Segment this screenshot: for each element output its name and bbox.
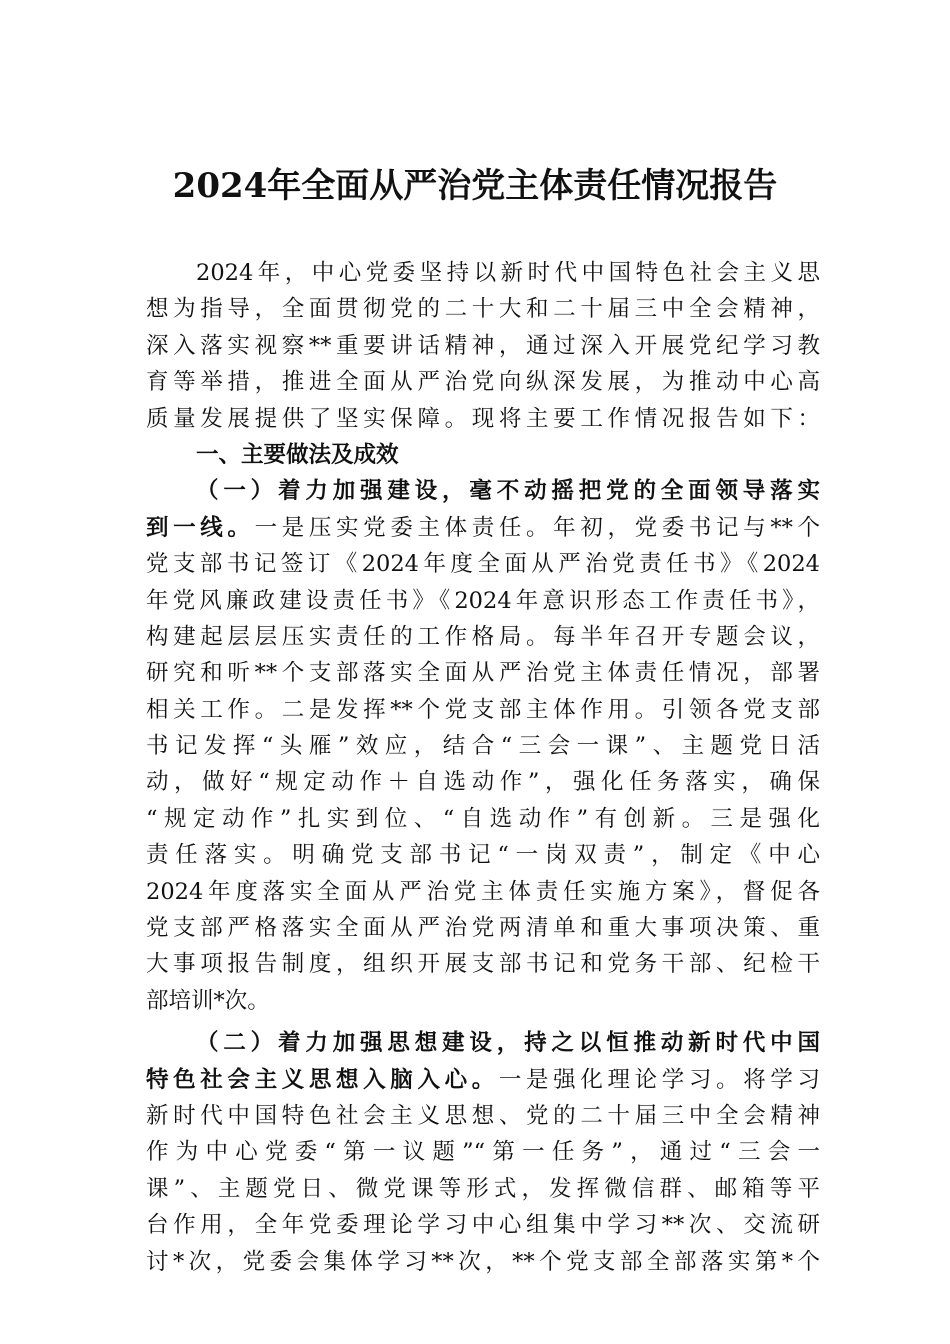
subsection-2 — [146, 1025, 820, 1280]
text-line: 责任落实。明确党支部书记“一岗双责”，制定《中心 — [146, 842, 820, 869]
text-line: 党支部书记签订《2024年度全面从严治党责任书》《2024 — [146, 551, 820, 578]
text-line: 动，做好“规定动作＋自选动作”，强化任务落实，确保 — [146, 769, 820, 796]
text-line: 构建起层层压实责任的工作格局。每半年召开专题会议， — [146, 623, 820, 650]
text-line: 质量发展提供了坚实保障。现将主要工作情况报告如下： — [146, 405, 820, 432]
text-line: 年党风廉政建设责任书》《2024年意识形态工作责任书》， — [146, 587, 820, 614]
text-line: 台作用，全年党委理论学习中心组集中学习**次、交流研 — [146, 1212, 820, 1239]
text-line: 作为中心党委“第一议题”“第一任务”，通过“三会一 — [146, 1139, 820, 1166]
text-line: 讨*次，党委会集体学习**次，**个党支部全部落实第*个 — [146, 1248, 820, 1275]
text-span: 一是强化理论学习。将学习 — [498, 1066, 820, 1093]
text-line: 相关工作。二是发挥**个党支部主体作用。引领各党支部 — [146, 696, 820, 723]
text-line: 部培训*次。 — [146, 987, 270, 1014]
text-line: 育等举措，推进全面从严治党向纵深发展，为推动中心高 — [146, 369, 820, 396]
text-line: 深入落实视察**重要讲话精神，通过深入开展党纪学习教 — [146, 332, 820, 359]
subsection-heading-tail: 到一线。 — [146, 514, 255, 541]
intro-paragraph — [146, 255, 820, 437]
text-line: 想为指导，全面贯彻党的二十大和二十届三中全会精神， — [146, 296, 820, 323]
document-title: 2024年全面从严治党主体责任情况报告 — [172, 166, 778, 206]
text-line: 书记发挥“头雁”效应，结合“三会一课”、主题党日活 — [146, 733, 820, 760]
subsection-heading-tail: 特色社会主义思想入脑入心。 — [146, 1066, 499, 1093]
text-line: 研究和听**个支部落实全面从严治党主体责任情况，部署 — [146, 660, 820, 687]
text-span: 一是压实党委主体责任。年初，党委书记与**个 — [254, 514, 820, 541]
text-line — [146, 510, 820, 546]
text-line: “规定动作”扎实到位、“自选动作”有创新。三是强化 — [146, 805, 820, 832]
subsection-heading-line: （二）着力加强思想建设，持之以恒推动新时代中国 — [196, 1030, 820, 1057]
text-line — [146, 1062, 820, 1098]
text-line: 新时代中国特色社会主义思想、党的二十届三中全会精神 — [146, 1102, 820, 1129]
document-body — [146, 255, 820, 1280]
text-line: 2024年度落实全面从严治党主体责任实施方案》，督促各 — [146, 878, 820, 905]
text-line: 2024年，中心党委坚持以新时代中国特色社会主义思 — [196, 260, 820, 286]
section-heading: 一、主要做法及成效 — [196, 441, 399, 468]
subsection-heading-line: （一）着力加强建设，毫不动摇把党的全面领导落实 — [196, 478, 820, 505]
text-line: 课”、主题党日、微党课等形式，发挥微信群、邮箱等平 — [146, 1175, 820, 1202]
text-line: 大事项报告制度，组织开展支部书记和党务干部、纪检干 — [146, 951, 820, 978]
subsection-1 — [146, 473, 820, 1019]
text-line: 党支部严格落实全面从严治党两清单和重大事项决策、重 — [146, 915, 820, 942]
